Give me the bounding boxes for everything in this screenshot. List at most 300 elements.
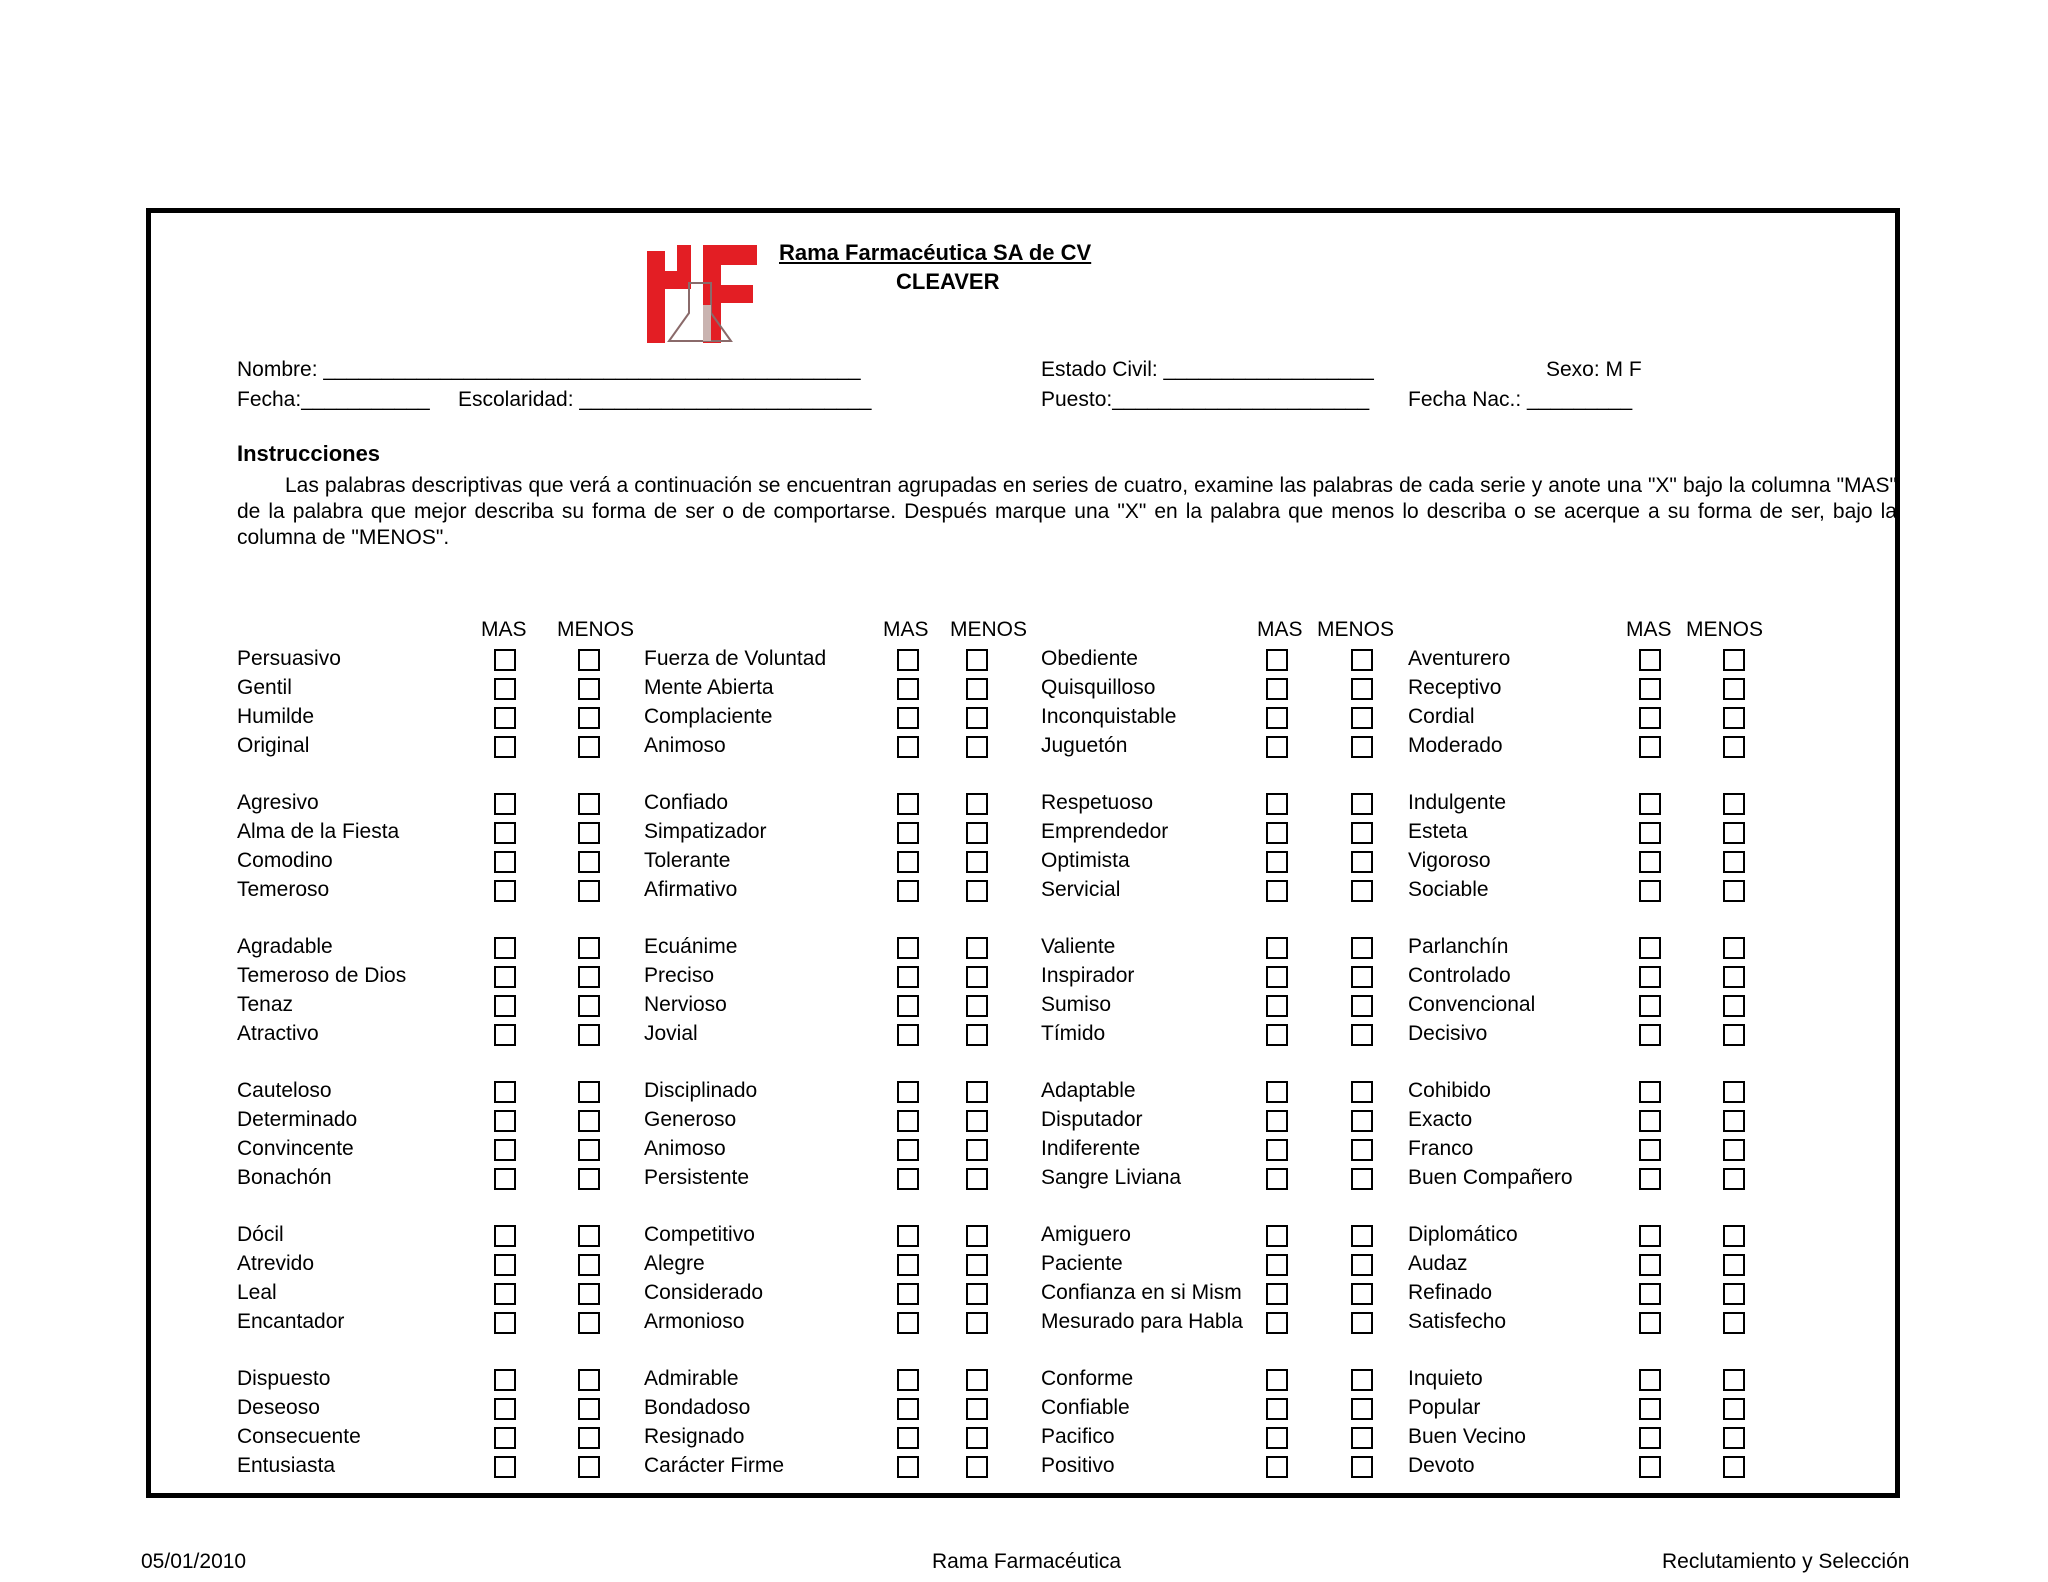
menos-checkbox[interactable] — [1351, 649, 1373, 671]
mas-checkbox[interactable] — [494, 1283, 516, 1305]
menos-checkbox[interactable] — [1723, 1168, 1745, 1190]
word-label: Receptivo — [1408, 676, 1502, 699]
menos-checkbox[interactable] — [578, 678, 600, 700]
mas-checkbox[interactable] — [1639, 1369, 1661, 1391]
mas-checkbox[interactable] — [1266, 937, 1288, 959]
mas-checkbox[interactable] — [494, 707, 516, 729]
menos-checkbox[interactable] — [1351, 1110, 1373, 1132]
word-label: Conforme — [1041, 1367, 1134, 1390]
word-label: Refinado — [1408, 1281, 1493, 1304]
mas-checkbox[interactable] — [494, 1225, 516, 1247]
mas-checkbox[interactable] — [494, 649, 516, 671]
logo-bar-mid — [665, 271, 679, 289]
word-label: Emprendedor — [1041, 820, 1169, 843]
word-label: Popular — [1408, 1396, 1481, 1419]
mas-checkbox[interactable] — [897, 1225, 919, 1247]
word-label: Convincente — [237, 1137, 354, 1160]
menos-checkbox[interactable] — [1351, 1312, 1373, 1334]
menos-checkbox[interactable] — [1723, 966, 1745, 988]
mas-checkbox[interactable] — [1639, 793, 1661, 815]
mas-checkbox[interactable] — [1639, 678, 1661, 700]
menos-checkbox[interactable] — [578, 1398, 600, 1420]
word-label: Disciplinado — [644, 1079, 758, 1102]
word-label: Carácter Firme — [644, 1454, 785, 1477]
word-label: Temeroso — [237, 878, 330, 901]
mas-checkbox[interactable] — [494, 1254, 516, 1276]
menos-checkbox[interactable] — [966, 1168, 988, 1190]
mas-checkbox[interactable] — [897, 937, 919, 959]
mas-checkbox[interactable] — [897, 1110, 919, 1132]
menos-checkbox[interactable] — [578, 1283, 600, 1305]
mas-checkbox[interactable] — [494, 937, 516, 959]
word-label: Cordial — [1408, 705, 1475, 728]
menos-checkbox[interactable] — [966, 1081, 988, 1103]
mas-checkbox[interactable] — [1266, 1110, 1288, 1132]
menos-checkbox[interactable] — [1351, 793, 1373, 815]
menos-checkbox[interactable] — [578, 1168, 600, 1190]
word-label: Indulgente — [1408, 791, 1507, 814]
mas-checkbox[interactable] — [494, 995, 516, 1017]
word-label: Valiente — [1041, 935, 1116, 958]
mas-checkbox[interactable] — [1266, 1427, 1288, 1449]
word-label: Persistente — [644, 1166, 750, 1189]
puesto-field[interactable]: Puesto:______________________ — [1041, 388, 1370, 411]
menos-checkbox[interactable] — [1351, 1168, 1373, 1190]
menos-checkbox[interactable] — [1351, 1283, 1373, 1305]
word-label: Animoso — [644, 734, 726, 757]
mas-checkbox[interactable] — [1639, 851, 1661, 873]
mas-checkbox[interactable] — [1639, 1139, 1661, 1161]
word-label: Moderado — [1408, 734, 1503, 757]
word-label: Audaz — [1408, 1252, 1468, 1275]
menos-checkbox[interactable] — [966, 1024, 988, 1046]
menos-checkbox[interactable] — [1351, 707, 1373, 729]
menos-checkbox[interactable] — [1351, 678, 1373, 700]
mas-checkbox[interactable] — [897, 1139, 919, 1161]
menos-checkbox[interactable] — [1351, 1398, 1373, 1420]
mas-checkbox[interactable] — [897, 1254, 919, 1276]
nombre-field[interactable]: Nombre: ______________________________________________ — [237, 358, 861, 381]
mas-checkbox[interactable] — [1639, 1283, 1661, 1305]
word-label: Determinado — [237, 1108, 358, 1131]
word-label: Vigoroso — [1408, 849, 1491, 872]
mas-checkbox[interactable] — [897, 707, 919, 729]
col-1-menos-header: MENOS — [557, 618, 635, 641]
word-label: Afirmativo — [644, 878, 738, 901]
menos-checkbox[interactable] — [578, 851, 600, 873]
mas-checkbox[interactable] — [897, 649, 919, 671]
menos-checkbox[interactable] — [1351, 1225, 1373, 1247]
col-3-menos-header: MENOS — [1317, 618, 1395, 641]
word-label: Tímido — [1041, 1022, 1106, 1045]
menos-checkbox[interactable] — [966, 1225, 988, 1247]
form-title: CLEAVER — [896, 269, 1000, 294]
menos-checkbox[interactable] — [1723, 1312, 1745, 1334]
logo-bar-left — [647, 251, 665, 343]
word-label: Encantador — [237, 1310, 345, 1333]
mas-checkbox[interactable] — [1639, 1398, 1661, 1420]
mas-checkbox[interactable] — [897, 1312, 919, 1334]
menos-checkbox[interactable] — [1723, 1139, 1745, 1161]
menos-checkbox[interactable] — [1723, 1456, 1745, 1478]
menos-checkbox[interactable] — [966, 649, 988, 671]
mas-checkbox[interactable] — [1266, 793, 1288, 815]
menos-checkbox[interactable] — [1351, 966, 1373, 988]
menos-checkbox[interactable] — [1723, 937, 1745, 959]
menos-checkbox[interactable] — [1723, 851, 1745, 873]
mas-checkbox[interactable] — [1639, 1168, 1661, 1190]
word-label: Respetuoso — [1041, 791, 1154, 814]
menos-checkbox[interactable] — [578, 880, 600, 902]
mas-checkbox[interactable] — [494, 1139, 516, 1161]
word-label: Generoso — [644, 1108, 737, 1131]
word-label: Juguetón — [1041, 734, 1128, 757]
mas-checkbox[interactable] — [897, 1398, 919, 1420]
word-label: Amiguero — [1041, 1223, 1131, 1246]
menos-checkbox[interactable] — [1723, 1283, 1745, 1305]
word-label: Exacto — [1408, 1108, 1473, 1131]
word-label: Agresivo — [237, 791, 319, 814]
mas-checkbox[interactable] — [1266, 1139, 1288, 1161]
word-label: Comodino — [237, 849, 333, 872]
word-label: Consecuente — [237, 1425, 361, 1448]
menos-checkbox[interactable] — [1351, 851, 1373, 873]
word-label: Buen Vecino — [1408, 1425, 1526, 1448]
fecha-nac-field[interactable]: Fecha Nac.: _________ — [1408, 388, 1633, 411]
instructions-text: Las palabras descriptivas que verá a continuación se encuentran agrupadas en series de cuatro, examine las palabras de cada serie y anote una "X" bajo la columna "MAS" de la palabra que mejor describa su forma de ser o de comportarse. Después marque una "X" en la palabra que menos lo describa o se acerque a su forma de ser, bajo la columna de "MENOS". — [237, 474, 1897, 549]
mas-checkbox[interactable] — [494, 1456, 516, 1478]
menos-checkbox[interactable] — [1351, 736, 1373, 758]
word-label: Tolerante — [644, 849, 731, 872]
menos-checkbox[interactable] — [966, 1369, 988, 1391]
menos-checkbox[interactable] — [966, 1254, 988, 1276]
mas-checkbox[interactable] — [494, 1312, 516, 1334]
company-logo — [645, 243, 759, 347]
mas-checkbox[interactable] — [897, 822, 919, 844]
mas-checkbox[interactable] — [897, 966, 919, 988]
menos-checkbox[interactable] — [1723, 1024, 1745, 1046]
mas-checkbox[interactable] — [897, 736, 919, 758]
mas-checkbox[interactable] — [897, 851, 919, 873]
menos-checkbox[interactable] — [1723, 1254, 1745, 1276]
menos-checkbox[interactable] — [578, 1110, 600, 1132]
menos-checkbox[interactable] — [578, 937, 600, 959]
menos-checkbox[interactable] — [578, 793, 600, 815]
word-label: Considerado — [644, 1281, 764, 1304]
menos-checkbox[interactable] — [578, 1139, 600, 1161]
mas-checkbox[interactable] — [1639, 1312, 1661, 1334]
word-label: Confiable — [1041, 1396, 1130, 1419]
word-label: Alegre — [644, 1252, 705, 1275]
menos-checkbox[interactable] — [578, 1024, 600, 1046]
menos-checkbox[interactable] — [1723, 1225, 1745, 1247]
mas-checkbox[interactable] — [1639, 707, 1661, 729]
col-2-mas-header: MAS — [883, 618, 929, 641]
mas-checkbox[interactable] — [1266, 736, 1288, 758]
menos-checkbox[interactable] — [966, 707, 988, 729]
mas-checkbox[interactable] — [1266, 851, 1288, 873]
mas-checkbox[interactable] — [494, 851, 516, 873]
word-label: Sangre Liviana — [1041, 1166, 1182, 1189]
mas-checkbox[interactable] — [1266, 966, 1288, 988]
word-label: Parlanchín — [1408, 935, 1509, 958]
word-label: Atractivo — [237, 1022, 319, 1045]
menos-checkbox[interactable] — [1351, 1254, 1373, 1276]
menos-checkbox[interactable] — [578, 822, 600, 844]
word-label: Quisquilloso — [1041, 676, 1156, 699]
menos-checkbox[interactable] — [1351, 937, 1373, 959]
menos-checkbox[interactable] — [1351, 1456, 1373, 1478]
menos-checkbox[interactable] — [1723, 1369, 1745, 1391]
menos-checkbox[interactable] — [1723, 649, 1745, 671]
logo-flask-fill — [703, 305, 711, 341]
word-label: Obediente — [1041, 647, 1138, 670]
mas-checkbox[interactable] — [897, 678, 919, 700]
menos-checkbox[interactable] — [578, 1225, 600, 1247]
menos-checkbox[interactable] — [578, 707, 600, 729]
word-label: Complaciente — [644, 705, 773, 728]
word-label: Esteta — [1408, 820, 1468, 843]
mas-checkbox[interactable] — [494, 736, 516, 758]
menos-checkbox[interactable] — [578, 995, 600, 1017]
word-label: Inquieto — [1408, 1367, 1483, 1390]
menos-checkbox[interactable] — [578, 1456, 600, 1478]
word-label: Persuasivo — [237, 647, 341, 670]
word-label: Nervioso — [644, 993, 727, 1016]
word-label: Original — [237, 734, 310, 757]
col-3-mas-header: MAS — [1257, 618, 1303, 641]
menos-checkbox[interactable] — [966, 678, 988, 700]
menos-checkbox[interactable] — [578, 736, 600, 758]
mas-checkbox[interactable] — [1639, 1254, 1661, 1276]
menos-checkbox[interactable] — [966, 1312, 988, 1334]
menos-checkbox[interactable] — [1723, 736, 1745, 758]
menos-checkbox[interactable] — [1351, 1139, 1373, 1161]
word-label: Inspirador — [1041, 964, 1135, 987]
mas-checkbox[interactable] — [1266, 707, 1288, 729]
mas-checkbox[interactable] — [897, 1456, 919, 1478]
menos-checkbox[interactable] — [1351, 880, 1373, 902]
word-label: Atrevido — [237, 1252, 315, 1275]
mas-checkbox[interactable] — [1266, 678, 1288, 700]
word-label: Sociable — [1408, 878, 1489, 901]
company-name: Rama Farmacéutica SA de CV — [779, 240, 1092, 265]
word-label: Preciso — [644, 964, 715, 987]
mas-checkbox[interactable] — [1266, 649, 1288, 671]
mas-checkbox[interactable] — [1639, 1024, 1661, 1046]
sexo-field[interactable]: Sexo: M F — [1546, 358, 1642, 381]
mas-checkbox[interactable] — [1639, 736, 1661, 758]
mas-checkbox[interactable] — [1266, 880, 1288, 902]
menos-checkbox[interactable] — [1723, 880, 1745, 902]
mas-checkbox[interactable] — [1639, 966, 1661, 988]
menos-checkbox[interactable] — [1723, 1081, 1745, 1103]
mas-checkbox[interactable] — [1639, 1427, 1661, 1449]
menos-checkbox[interactable] — [966, 1283, 988, 1305]
word-label: Devoto — [1408, 1454, 1475, 1477]
word-label: Leal — [237, 1281, 277, 1304]
mas-checkbox[interactable] — [1639, 880, 1661, 902]
col-4-mas-header: MAS — [1626, 618, 1672, 641]
menos-checkbox[interactable] — [1351, 1024, 1373, 1046]
word-label: Confianza en si Mism — [1041, 1281, 1242, 1304]
word-label: Competitivo — [644, 1223, 755, 1246]
col-2-menos-header: MENOS — [950, 618, 1028, 641]
menos-checkbox[interactable] — [578, 1369, 600, 1391]
mas-checkbox[interactable] — [494, 1427, 516, 1449]
mas-checkbox[interactable] — [1266, 1369, 1288, 1391]
mas-checkbox[interactable] — [1266, 995, 1288, 1017]
word-label: Ecuánime — [644, 935, 738, 958]
word-label: Indiferente — [1041, 1137, 1141, 1160]
mas-checkbox[interactable] — [494, 1110, 516, 1132]
logo-f-top — [703, 245, 757, 265]
escolaridad-field[interactable]: Escolaridad: _________________________ — [458, 388, 872, 411]
menos-checkbox[interactable] — [1723, 822, 1745, 844]
footer-center: Rama Farmacéutica — [932, 1550, 1122, 1573]
mas-checkbox[interactable] — [1266, 822, 1288, 844]
menos-checkbox[interactable] — [578, 1081, 600, 1103]
word-label: Deseoso — [237, 1396, 320, 1419]
menos-checkbox[interactable] — [966, 1456, 988, 1478]
word-label: Simpatizador — [644, 820, 767, 843]
word-label: Tenaz — [237, 993, 294, 1016]
mas-checkbox[interactable] — [897, 1168, 919, 1190]
word-label: Animoso — [644, 1137, 726, 1160]
mas-checkbox[interactable] — [494, 1168, 516, 1190]
mas-checkbox[interactable] — [494, 1081, 516, 1103]
menos-checkbox[interactable] — [966, 995, 988, 1017]
word-label: Servicial — [1041, 878, 1121, 901]
word-label: Aventurero — [1408, 647, 1511, 670]
menos-checkbox[interactable] — [1723, 1427, 1745, 1449]
footer-right: Reclutamiento y Selección — [1662, 1550, 1910, 1573]
mas-checkbox[interactable] — [897, 793, 919, 815]
menos-checkbox[interactable] — [578, 649, 600, 671]
menos-checkbox[interactable] — [966, 1398, 988, 1420]
menos-checkbox[interactable] — [966, 822, 988, 844]
mas-checkbox[interactable] — [897, 1283, 919, 1305]
menos-checkbox[interactable] — [1723, 707, 1745, 729]
word-label: Armonioso — [644, 1310, 745, 1333]
mas-checkbox[interactable] — [1639, 822, 1661, 844]
menos-checkbox[interactable] — [966, 1427, 988, 1449]
word-label: Controlado — [1408, 964, 1511, 987]
menos-checkbox[interactable] — [1351, 1427, 1373, 1449]
mas-checkbox[interactable] — [897, 1369, 919, 1391]
word-label: Bondadoso — [644, 1396, 751, 1419]
word-label: Agradable — [237, 935, 333, 958]
mas-checkbox[interactable] — [897, 1024, 919, 1046]
menos-checkbox[interactable] — [1723, 678, 1745, 700]
fecha-field[interactable]: Fecha:___________ — [237, 388, 430, 411]
menos-checkbox[interactable] — [1723, 793, 1745, 815]
mas-checkbox[interactable] — [1639, 995, 1661, 1017]
menos-checkbox[interactable] — [1351, 995, 1373, 1017]
menos-checkbox[interactable] — [578, 1254, 600, 1276]
mas-checkbox[interactable] — [1266, 1081, 1288, 1103]
menos-checkbox[interactable] — [966, 966, 988, 988]
menos-checkbox[interactable] — [966, 793, 988, 815]
mas-checkbox[interactable] — [494, 1398, 516, 1420]
mas-checkbox[interactable] — [1639, 1225, 1661, 1247]
mas-checkbox[interactable] — [494, 678, 516, 700]
mas-checkbox[interactable] — [1266, 1283, 1288, 1305]
word-label: Mesurado para Habla — [1041, 1310, 1243, 1333]
mas-checkbox[interactable] — [1266, 1225, 1288, 1247]
menos-checkbox[interactable] — [1723, 1398, 1745, 1420]
mas-checkbox[interactable] — [897, 880, 919, 902]
mas-checkbox[interactable] — [1266, 1456, 1288, 1478]
mas-checkbox[interactable] — [1266, 1024, 1288, 1046]
word-label: Confiado — [644, 791, 729, 814]
menos-checkbox[interactable] — [966, 1110, 988, 1132]
word-label: Sumiso — [1041, 993, 1112, 1016]
menos-checkbox[interactable] — [1723, 995, 1745, 1017]
mas-checkbox[interactable] — [1639, 649, 1661, 671]
word-label: Adaptable — [1041, 1079, 1136, 1102]
word-label: Optimista — [1041, 849, 1130, 872]
word-label: Franco — [1408, 1137, 1474, 1160]
menos-checkbox[interactable] — [1351, 1369, 1373, 1391]
mas-checkbox[interactable] — [494, 1024, 516, 1046]
word-label: Inconquistable — [1041, 705, 1177, 728]
menos-checkbox[interactable] — [578, 966, 600, 988]
mas-checkbox[interactable] — [494, 793, 516, 815]
menos-checkbox[interactable] — [578, 1312, 600, 1334]
menos-checkbox[interactable] — [966, 851, 988, 873]
word-label: Bonachón — [237, 1166, 332, 1189]
mas-checkbox[interactable] — [1639, 937, 1661, 959]
word-label: Positivo — [1041, 1454, 1115, 1477]
mas-checkbox[interactable] — [494, 1369, 516, 1391]
menos-checkbox[interactable] — [966, 880, 988, 902]
menos-checkbox[interactable] — [966, 736, 988, 758]
col-4-menos-header: MENOS — [1686, 618, 1764, 641]
menos-checkbox[interactable] — [578, 1427, 600, 1449]
word-label: Diplomático — [1408, 1223, 1518, 1246]
mas-checkbox[interactable] — [1266, 1312, 1288, 1334]
menos-checkbox[interactable] — [966, 937, 988, 959]
word-label: Dócil — [237, 1223, 284, 1246]
word-label: Decisivo — [1408, 1022, 1488, 1045]
word-label: Humilde — [237, 705, 315, 728]
estado-civil-field[interactable]: Estado Civil: __________________ — [1041, 358, 1374, 381]
menos-checkbox[interactable] — [1351, 1081, 1373, 1103]
word-label: Resignado — [644, 1425, 745, 1448]
mas-checkbox[interactable] — [1639, 1110, 1661, 1132]
mas-checkbox[interactable] — [897, 995, 919, 1017]
menos-checkbox[interactable] — [1723, 1110, 1745, 1132]
mas-checkbox[interactable] — [897, 1427, 919, 1449]
mas-checkbox[interactable] — [1266, 1254, 1288, 1276]
mas-checkbox[interactable] — [1266, 1398, 1288, 1420]
word-label: Fuerza de Voluntad — [644, 647, 827, 670]
mas-checkbox[interactable] — [1639, 1081, 1661, 1103]
instructions-title: Instrucciones — [237, 441, 381, 466]
mas-checkbox[interactable] — [1266, 1168, 1288, 1190]
mas-checkbox[interactable] — [494, 822, 516, 844]
menos-checkbox[interactable] — [966, 1139, 988, 1161]
word-label: Gentil — [237, 676, 292, 699]
mas-checkbox[interactable] — [1639, 1456, 1661, 1478]
mas-checkbox[interactable] — [897, 1081, 919, 1103]
word-label: Cohibido — [1408, 1079, 1491, 1102]
mas-checkbox[interactable] — [494, 880, 516, 902]
mas-checkbox[interactable] — [494, 966, 516, 988]
menos-checkbox[interactable] — [1351, 822, 1373, 844]
word-label: Cauteloso — [237, 1079, 332, 1102]
